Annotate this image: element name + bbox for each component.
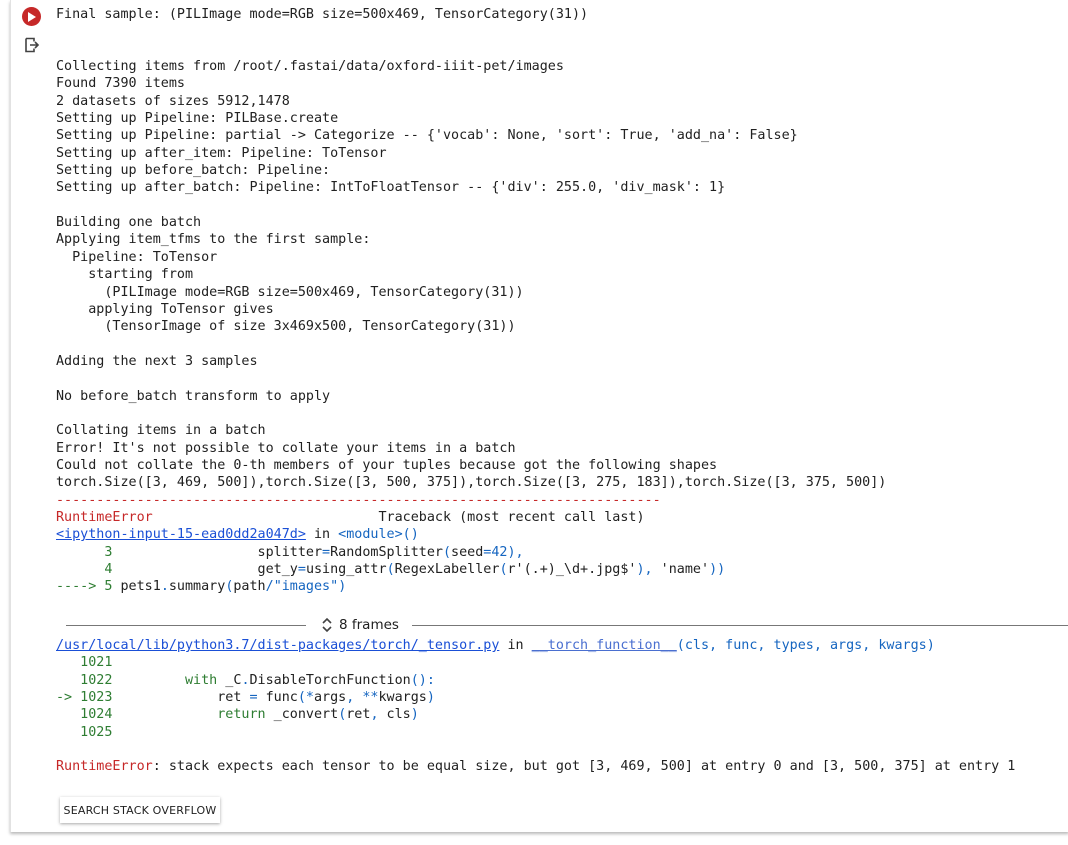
code-line: 3 splitter=RandomSplitter(seed=42), <box>56 544 524 560</box>
final-error-message <box>56 758 1068 775</box>
traceback-file-link[interactable]: <ipython-input-15-ead0dd2a047d> <box>56 527 306 543</box>
error-type: RuntimeError <box>56 509 153 525</box>
output-line: Building one batch <box>56 215 202 231</box>
blank-line <box>56 41 1068 58</box>
output-line: Setting up Pipeline: PILBase.create <box>56 111 339 127</box>
output-line: Error! It's not possible to collate your items in a batch <box>56 440 516 456</box>
traceback-file-link[interactable]: /usr/local/lib/python3.7/dist-packages/torch/_tensor.py <box>56 638 500 653</box>
code-line: 1024 return _convert(ret, cls) <box>56 707 419 723</box>
error-message: : stack expects each tensor to be equal size, but got [3, 469, 500] at entry 0 and [3, 500, 375] at entry 1 <box>152 759 1016 775</box>
code-line <box>56 654 1068 671</box>
collapsed-frames-toggle[interactable] <box>66 614 1068 636</box>
traceback-args: (cls, func, types, args, kwargs) <box>676 638 935 653</box>
traceback-header <box>56 509 1068 526</box>
output-line: applying ToTensor gives <box>56 301 274 317</box>
output-line: No before_batch transform to apply <box>56 388 331 404</box>
code-line: 1022 with _C.DisableTorchFunction(): <box>56 672 435 688</box>
blank-line <box>56 336 1068 353</box>
frames-divider-right <box>412 625 1068 626</box>
output-line: Found 7390 items <box>56 76 185 92</box>
line-number: 4 <box>56 562 113 577</box>
current-line-arrow: ----> 5 <box>56 579 113 595</box>
output-area <box>56 6 1068 596</box>
output-line: 2 datasets of sizes 5912,1478 <box>56 93 290 109</box>
error-type: RuntimeError <box>56 759 153 775</box>
traceback-frame-header: <ipython-input-15-ead0dd2a047d> in <module>() <box>56 527 419 543</box>
traceback-title: Traceback (most recent call last) <box>378 509 645 525</box>
line-number: 1024 <box>56 707 113 723</box>
current-line-arrow: -> 1023 <box>56 690 113 706</box>
output-line: Setting up before_batch: Pipeline: <box>56 163 331 179</box>
line-number: 1022 <box>56 672 113 688</box>
output-line: Collecting items from /root/.fastai/data/oxford-iiit-pet/images <box>56 59 564 75</box>
code-line: 4 get_y=using_attr(RegexLabeller(r'(.+)_\d+.jpg$'), 'name')) <box>56 562 726 577</box>
output-line: Could not collate the 0-th members of your tuples because got the following shapes <box>56 457 718 473</box>
output-line: Final sample: (PILImage mode=RGB size=500x469, TensorCategory(31)) <box>56 7 589 22</box>
blank-line <box>56 370 1068 387</box>
search-stack-overflow-button[interactable]: SEARCH STACK OVERFLOW <box>60 797 220 823</box>
output-line: Adding the next 3 samples <box>56 353 258 369</box>
output-line: Pipeline: ToTensor <box>56 249 218 265</box>
frames-count-label: 8 frames <box>339 617 399 633</box>
traceback-separator: --------------------------------------------------------------------------- <box>56 492 661 508</box>
output-redirect-icon[interactable] <box>24 37 40 53</box>
output-line: Setting up Pipeline: partial -> Categorize -- {'vocab': None, 'sort': True, 'add_na': False} <box>56 128 798 144</box>
code-line <box>56 724 1068 741</box>
output-line: Setting up after_item: Pipeline: ToTensor <box>56 145 387 161</box>
line-number: 1021 <box>56 655 113 671</box>
code-line-current: ----> 5 pets1.summary(path/"images") <box>56 579 347 595</box>
traceback-function: <module>() <box>338 527 419 543</box>
blank-line <box>56 197 1068 214</box>
run-cell-button[interactable] <box>22 7 41 26</box>
output-line: (PILImage mode=RGB size=500x469, TensorCategory(31)) <box>56 284 524 300</box>
blank-line <box>56 23 1068 40</box>
output-line: Collating items in a batch <box>56 423 266 439</box>
traceback-frame-header: /usr/local/lib/python3.7/dist-packages/torch/_tensor.py in __torch_function__(cls, func, types, args, kwargs) <box>56 638 935 653</box>
line-number: 3 <box>56 544 113 560</box>
output-line: Applying item_tfms to the first sample: <box>56 232 371 248</box>
frames-divider-left <box>66 625 306 626</box>
traceback-frame-2 <box>56 637 1068 776</box>
output-line: (TensorImage of size 3x469x500, TensorCategory(31)) <box>56 319 516 335</box>
blank-line <box>56 741 1068 758</box>
traceback-function-link[interactable]: __torch_function__ <box>531 638 677 653</box>
output-line: Setting up after_batch: Pipeline: IntToFloatTensor -- {'div': 255.0, 'div_mask': 1} <box>56 180 726 196</box>
blank-line <box>56 405 1068 422</box>
line-number: 1025 <box>56 724 113 740</box>
code-line-current: -> 1023 ret = func(*args, **kwargs) <box>56 690 435 706</box>
output-line: starting from <box>56 267 194 283</box>
play-icon <box>27 12 36 22</box>
output-line: torch.Size([3, 469, 500]),torch.Size([3, 500, 375]),torch.Size([3, 275, 183]),torch.Size([3, 375, 500]) <box>56 475 887 491</box>
unfold-icon <box>321 616 333 634</box>
